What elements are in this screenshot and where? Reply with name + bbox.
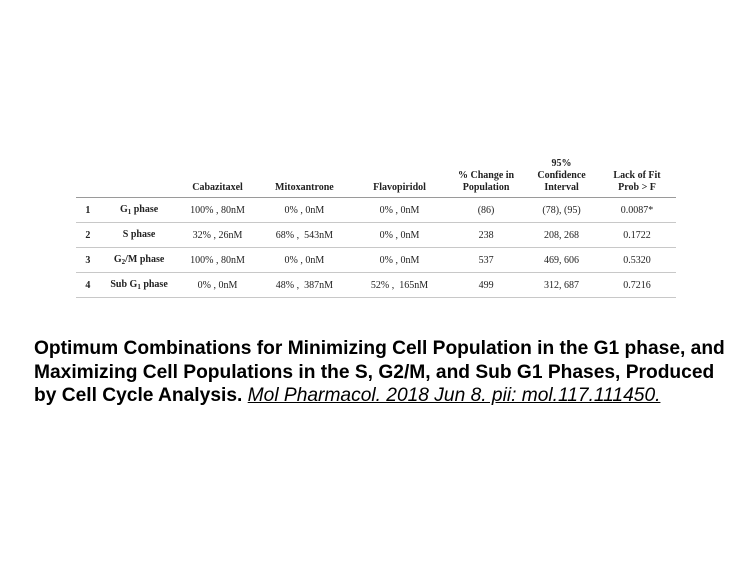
phase-text: G (113, 254, 122, 265)
cell-lack-of-fit: 0.1722 (598, 223, 676, 248)
header-num (76, 154, 100, 198)
row-number: 4 (76, 273, 100, 298)
cell-lack-of-fit: 0.5320 (598, 248, 676, 273)
cell-cabazitaxel: 0% , 0nM (178, 273, 256, 298)
row-number: 1 (76, 198, 100, 223)
header-flavopiridol: Flavopiridol (352, 154, 447, 198)
table-header (76, 154, 676, 198)
cell-flavopiridol: 0% , 0nM (352, 223, 447, 248)
header-lack-of-fit (598, 154, 676, 198)
header-ci-line1: 95% (551, 158, 572, 169)
header-pct-change (447, 154, 525, 198)
cell-lack-of-fit: 0.0087* (598, 198, 676, 223)
cell-mitoxantrone: 48% , 387nM (257, 273, 352, 298)
row-phase (100, 273, 178, 298)
cell-confidence-interval: 312, 687 (525, 273, 598, 298)
phase-text-suffix: phase (140, 279, 168, 290)
header-lof-line1: Lack of Fit (613, 170, 661, 181)
cell-flavopiridol: 0% , 0nM (352, 248, 447, 273)
cell-pct-change: (86) (447, 198, 525, 223)
cell-cabazitaxel: 100% , 80nM (178, 198, 256, 223)
cell-cabazitaxel: 32% , 26nM (178, 223, 256, 248)
caption-text: Optimum Combinations for Minimizing Cell Population in the G1 phase, and Maximizing Cell Populations in the S, G2/M, and Sub G1 Phases, Produced by Cell Cycle Analysis. (34, 338, 725, 406)
header-phase (100, 154, 178, 198)
table-row (76, 223, 676, 248)
phase-text-suffix: /M phase (125, 254, 165, 265)
header-cabazitaxel: Cabazitaxel (178, 154, 256, 198)
cell-confidence-interval: 208, 268 (525, 223, 598, 248)
cell-flavopiridol: 0% , 0nM (352, 198, 447, 223)
cell-mitoxantrone: 0% , 0nM (257, 198, 352, 223)
cell-flavopiridol: 52% , 165nM (352, 273, 447, 298)
cell-pct-change: 537 (447, 248, 525, 273)
row-number: 3 (76, 248, 100, 273)
results-table-container (76, 154, 676, 298)
row-number: 2 (76, 223, 100, 248)
cell-mitoxantrone: 68% , 543nM (257, 223, 352, 248)
phase-text: Sub G (110, 279, 138, 290)
phase-text-suffix: phase (131, 204, 159, 215)
header-ci-line2: Confidence (537, 170, 586, 181)
header-confidence-interval (525, 154, 598, 198)
cell-confidence-interval: (78), (95) (525, 198, 598, 223)
table-row (76, 248, 676, 273)
table-body (76, 198, 676, 298)
cell-mitoxantrone: 0% , 0nM (257, 248, 352, 273)
phase-subscript: 1 (137, 283, 141, 291)
header-pct-line2: Population (462, 182, 510, 193)
row-phase (100, 223, 178, 248)
header-mitoxantrone: Mitoxantrone (257, 154, 352, 198)
cell-confidence-interval: 469, 606 (525, 248, 598, 273)
cell-pct-change: 238 (447, 223, 525, 248)
header-ci-line3: Interval (544, 182, 579, 193)
header-pct-line1: % Change in (458, 170, 515, 181)
figure-caption (34, 337, 734, 408)
citation-link[interactable]: Mol Pharmacol. 2018 Jun 8. pii: mol.117.111450. (247, 385, 661, 406)
phase-text: S phase (122, 229, 156, 240)
cell-lack-of-fit: 0.7216 (598, 273, 676, 298)
table-row (76, 273, 676, 298)
phase-subscript: 2 (121, 258, 126, 266)
phase-subscript: 1 (127, 208, 132, 216)
phase-text: G (119, 204, 128, 215)
row-phase (100, 248, 178, 273)
table-row (76, 198, 676, 223)
header-row (76, 154, 676, 198)
cell-cabazitaxel: 100% , 80nM (178, 248, 256, 273)
header-lof-line2: Prob > F (618, 182, 656, 193)
results-table (76, 154, 676, 298)
row-phase (100, 198, 178, 223)
cell-pct-change: 499 (447, 273, 525, 298)
